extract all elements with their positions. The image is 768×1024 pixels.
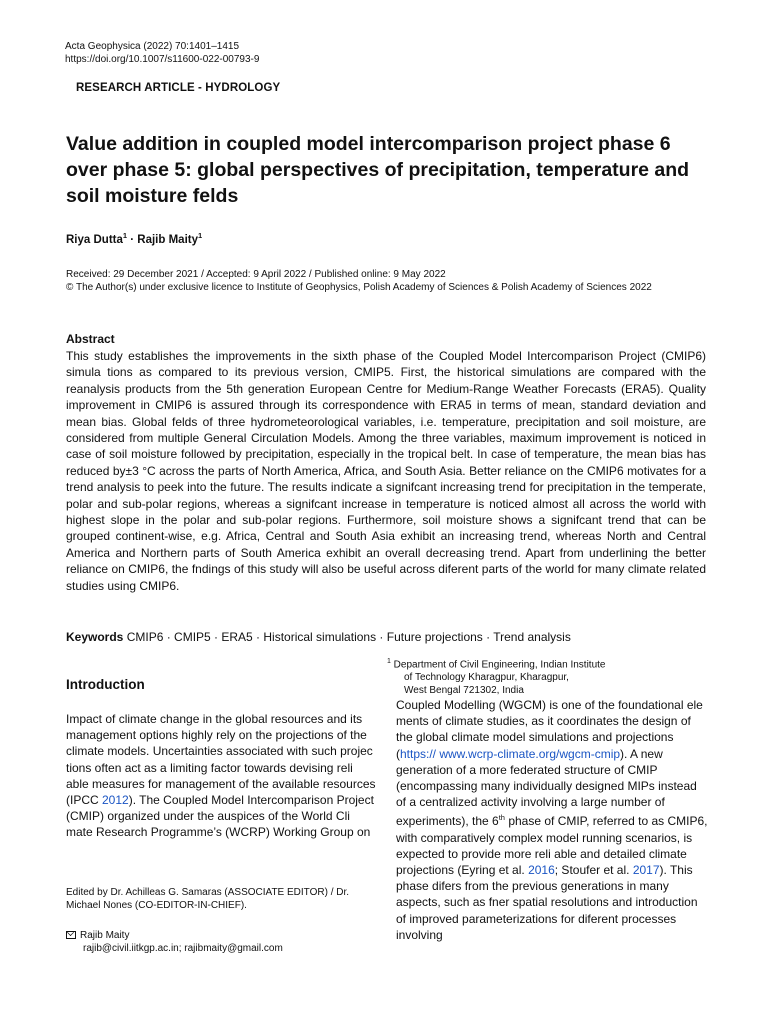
body-text: phase of CMIP, referred to as CMIP6, with comparatively complex model running scenarios, is expected to provide more reli able and detailed climate projections (Eyring et al. [396,814,708,878]
affiliation-marker: 1 [198,231,203,240]
corresponding-email[interactable]: rajib@civil.iitkgp.ac.in; rajibmaity@gmail.com [83,943,283,954]
affiliation-number: 1 [387,658,391,665]
copyright-notice: © The Author(s) under exclusive licence to Institute of Geophysics, Polish Academy of Sciences & Polish Academy of Sciences 2022 [66,282,652,293]
publication-history [66,268,706,294]
affiliation-line: Department of Civil Engineering, Indian Institute [390,659,606,671]
citation-link[interactable]: 2012 [102,793,129,808]
ordinal-suffix: th [498,813,505,823]
corresponding-author [66,929,376,955]
introduction-left-column [66,711,378,841]
journal-citation: Acta Geophysica (2022) 70:1401–1415 [65,41,240,52]
keywords [66,630,706,644]
author-name[interactable]: Rajib Maity [137,233,198,246]
citation-link[interactable]: 2016 [528,863,555,878]
body-text: ). This phase difers from the previous generations in many aspects, such as fner spatial resolutions and introduction of improved parameterizations for diferent processes involving [396,863,698,942]
doi-link[interactable]: https://doi.org/10.1007/s11600-022-00793-9 [65,54,260,65]
body-text: ). A new generation of a more federated structure of CMIP (encompassing many individually designed MIPs instead of a centralized activity involving a large number of experiments), the 6 [396,746,697,829]
paper-title: Value addition in coupled model intercomparison project phase 6 over phase 5: global perspectives of precipitation, temperature and soil moisture felds [66,133,690,207]
received-dates: Received: 29 December 2021 / Accepted: 9 April 2022 / Published online: 9 May 2022 [66,269,446,280]
body-text: Impact of climate change in the global resources and its management options highly rely on the projections of the climate models. Uncertainties associated with such projec tions often act as a limiting factor towards devising reli able measures for management of the available resources (IPCC [66,712,376,808]
introduction-right-column [396,697,708,943]
envelope-icon [66,931,76,939]
abstract-heading: Abstract [66,332,115,346]
body-text: Coupled Modelling (WGCM) is one of the foundational ele ments of climate studies, as it coordinates the design of the global climate model simulations and projections ( [396,698,703,761]
abstract-body: This study establishes the improvements in the sixth phase of the Coupled Model Intercomparison Project (CMIP6) simula tions as compared to its previous version, CMIP5. First, the historical simulations are compared with the reanalysis products from the 5th generation European Centre for Medium-Range Weather Forecasts (ERA5). Quality improvement in CMIP6 is assured through its correspondence with ERA5 in terms of mean, standard deviation and mean bias. Global felds of three hydrometeorological variables, i.e. temperature, precipitation and soil moisture, are considered from multiple General Circulation Models. Among the three variables, maximum improvement is noticed in case of soil moisture followed by precipitation, especially in the tropical belt. In case of temperature, the mean bias has reduced by±3 °C across the parts of North America, Africa, and South Asia. Better reliance on the CMIP6 motivates for a trend analysis to peek into the future. The results indicate a signifcant increasing trend for precipitation in the temperate, polar and sub-polar regions, whereas a signifcant increase in temperature is noticed almost all across the world with highest slope in the polar and sub-polar regions. Furthermore, soil moisture shows a signifcant trend that can be grouped continent-wise, e.g. Africa, Central and South Asia exhibit an increasing trend, whereas North and Central America and Northern parts of South America exhibit an overall decreasing trend. Apart from underlining the better reliance on CMIP6, the fndings of this study will also be useful across diferent parts of the world for many climate related studies using CMIP6. [66,349,706,593]
keywords-label: Keywords [66,630,124,644]
introduction-heading: Introduction [66,677,145,692]
author-separator: · [127,233,138,246]
affiliation-line: of Technology Kharagpur, Kharagpur, [404,672,569,684]
editor-note: Edited by Dr. Achilleas G. Samaras (ASSOCIATE EDITOR) / Dr. Michael Nones (CO-EDITOR-IN-CHIEF). [66,887,350,911]
body-text: ; Stoufer et al. [554,863,633,878]
affiliation-marker: 1 [122,231,128,240]
body-text: ). The Coupled Model Intercomparison Project (CMIP) organized under the auspices of the World Cli mate Research Programme’s (WCRP) Working Group on [66,793,374,840]
article-category: RESEARCH ARTICLE - HYDROLOGY [76,82,281,94]
affiliation-footnote [387,655,687,697]
citation-link[interactable]: 2017 [632,863,660,878]
affiliation-line: West Bengal 721302, India [404,685,524,697]
journal-meta [65,40,259,66]
keywords-list: CMIP6 · CMIP5 · ERA5 · Historical simulations · Future projections · Trend analysis [123,630,571,644]
url-link[interactable]: https:// www.wcrp-climate.org/wgcm-cmip [400,746,621,761]
author-name[interactable]: Riya Dutta [66,233,123,246]
corresponding-name: Rajib Maity [80,930,130,941]
author-list [66,231,202,246]
